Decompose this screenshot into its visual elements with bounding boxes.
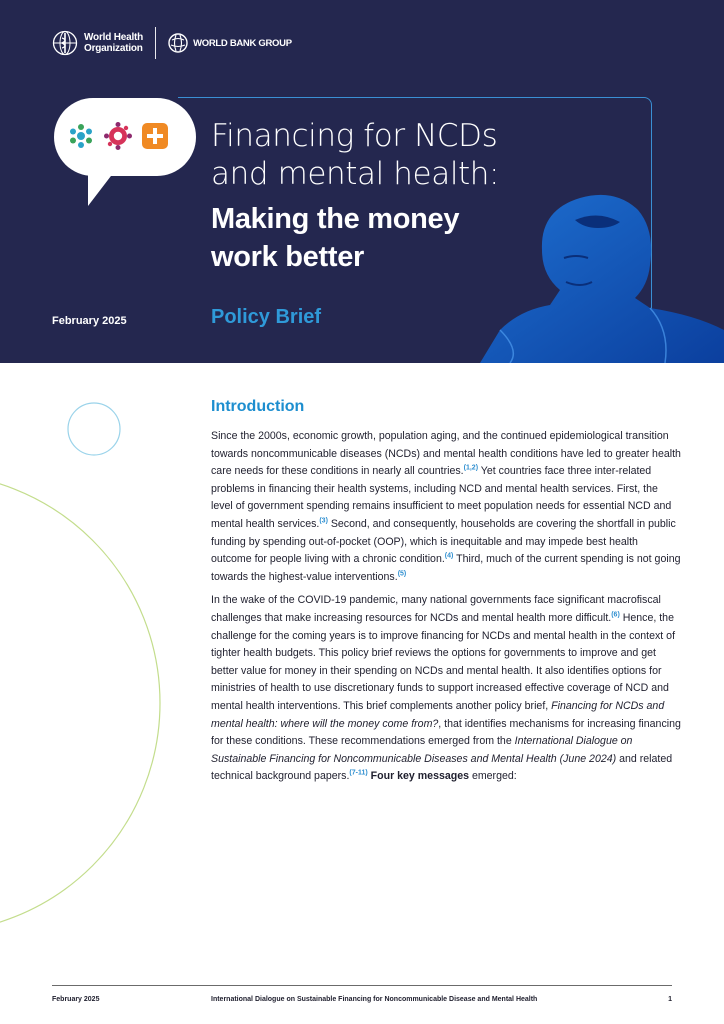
title-bold-line-1: Making the money xyxy=(211,203,460,235)
italic-title: International Dialogue on Sustainable Financing for Noncommunicable Diseases and Mental Health (June 2024) xyxy=(211,735,633,765)
bold-phrase: Four key messages xyxy=(370,770,469,783)
text-run: Yet countries face three inter-related problems in financing their health systems, including NCD and mental health services. First, the level of government spending remains insufficient to meet population needs for essential NCD and mental health services. xyxy=(211,465,672,530)
logo-bar xyxy=(52,27,292,59)
world-bank-logo-text: WORLD BANK GROUP xyxy=(193,37,292,49)
footer-title: International Dialogue on Sustainable Financing for Noncommunicable Disease and Mental Health xyxy=(211,996,538,1003)
italic-title: Financing for NCDs and mental health: where will the money come from? xyxy=(211,699,665,730)
text-run: Second, and consequently, households are covering the shortfall in public funding by spending out-of-pocket (OOP), which is inequitable and may impede best health outcome for people living with a chronic condition. xyxy=(211,517,676,566)
citation-ref: (5) xyxy=(397,570,407,578)
text-run: emerged: xyxy=(469,770,517,783)
doc-type-label: Policy Brief xyxy=(211,306,322,328)
page-number: 1 xyxy=(668,996,672,1003)
who-logo xyxy=(52,30,143,56)
footer-date: February 2025 xyxy=(52,996,100,1003)
who-emblem-icon xyxy=(52,30,78,56)
title-light-line-1: Financing for NCDs xyxy=(211,118,498,154)
logo-divider xyxy=(155,27,156,59)
citation-ref: (7-11) xyxy=(349,769,368,777)
intro-paragraph-2 xyxy=(211,592,681,786)
citation-ref: (4) xyxy=(444,552,454,560)
title-light-line-2: and mental health: xyxy=(211,156,500,192)
virus-icon xyxy=(104,122,132,150)
intro-paragraph-1 xyxy=(211,428,681,586)
citation-ref: (1,2) xyxy=(463,464,479,472)
bubble-icon-row xyxy=(68,122,168,150)
globe-icon xyxy=(168,33,188,53)
header-date: February 2025 xyxy=(52,315,127,327)
text-run: Third, much of the current spending is not going towards the highest-value interventions. xyxy=(211,553,681,583)
portrait-photo xyxy=(480,180,724,363)
text-run: Since the 2000s, economic growth, population aging, and the continued epidemiological transition towards noncommunicable diseases (NCDs) and mental health conditions have led to greater health care needs for these conditions in nearly all countries. xyxy=(211,430,681,478)
text-run: , that identifies mechanisms for increasing financing for these conditions. These recommendations emerged from the xyxy=(211,717,681,748)
speech-bubble-tail xyxy=(86,172,116,208)
title-bold-line-2: work better xyxy=(211,241,365,273)
citation-ref: (3) xyxy=(319,517,328,525)
plus-icon xyxy=(142,123,168,149)
text-run: In the wake of the COVID-19 pandemic, many national governments face significant macrofiscal challenges that make increasing resources for NCDs and mental health more difficult. xyxy=(211,594,661,624)
cover-header xyxy=(0,0,724,363)
text-run: and related technical background papers. xyxy=(211,752,673,783)
cluster-icon xyxy=(68,123,94,149)
citation-ref: (6) xyxy=(611,611,620,619)
decorative-circles xyxy=(0,363,210,973)
who-logo-text: World Health Organization xyxy=(84,32,144,54)
footer-rule xyxy=(52,985,672,986)
world-bank-logo xyxy=(168,33,292,53)
text-run: Hence, the challenge for the coming years is to improve financing for NCDs and mental health in the context of tighter health budgets. This policy brief reviews the options for governments to improve and get better value for money in their spending on NCDs and mental health. It also identifies options for ministries of health to use discretionary funds to support increased effective coverage of NCD and mental health interventions. This brief complements another policy brief, xyxy=(211,611,676,712)
main-content xyxy=(211,398,681,792)
section-title-introduction: Introduction xyxy=(211,398,305,415)
